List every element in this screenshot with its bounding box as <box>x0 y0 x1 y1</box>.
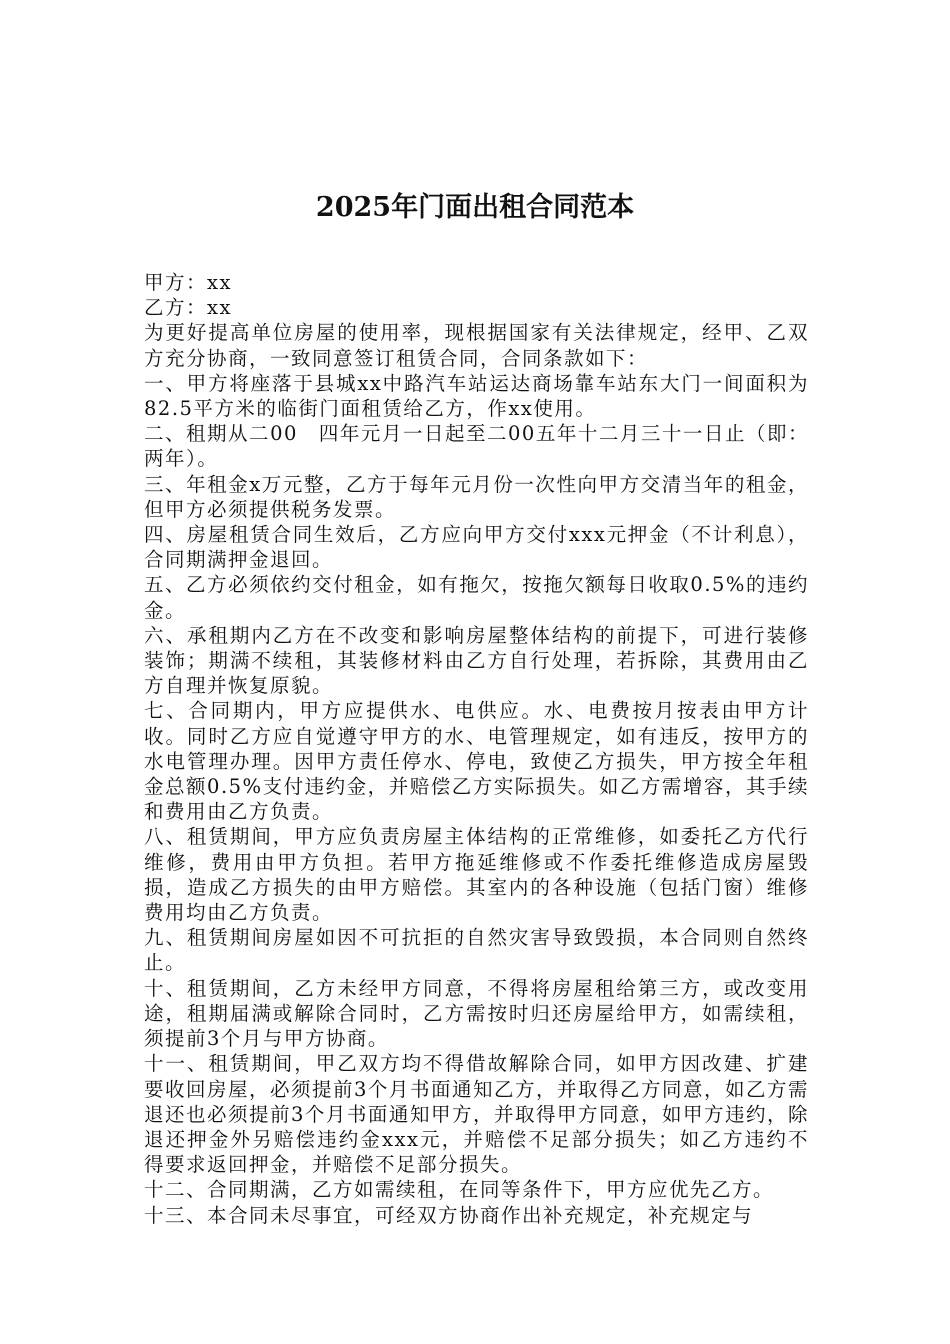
document-body <box>144 270 809 1228</box>
preamble-paragraph: 为更好提高单位房屋的使用率，现根据国家有关法律规定，经甲、乙双方充分协商，一致同意签订租赁合同，合同条款如下： <box>144 321 809 370</box>
clause-3: 三、年租金x万元整，乙方于每年元月份一次性向甲方交清当年的租金，但甲方必须提供税务发票。 <box>144 472 809 521</box>
clause-8: 八、租赁期间，甲方应负责房屋主体结构的正常维修，如委托乙方代行维修，费用由甲方负担。若甲方拖延维修或不作委托维修造成房屋毁损，造成乙方损失的由甲方赔偿。其室内的各种设施（包括门窗）维修费用均由乙方负责。 <box>144 825 809 925</box>
clause-1: 一、甲方将座落于县城xx中路汽车站运达商场靠车站东大门一间面积为82.5平方米的临街门面租赁给乙方，作xx使用。 <box>144 371 809 421</box>
clause-7: 七、合同期内，甲方应提供水、电供应。水、电费按月按表由甲方计收。同时乙方应自觉遵守甲方的水、电管理规定，如有违反，按甲方的水电管理办理。因甲方责任停水、停电，致使乙方损失，甲方按全年租金总额0.5%支付违约金，并赔偿乙方实际损失。如乙方需增容，其手续和费用由乙方负责。 <box>144 699 809 824</box>
clause-10: 十、租赁期间，乙方未经甲方同意，不得将房屋租给第三方，或改变用途，租期届满或解除合同时，乙方需按时归还房屋给甲方，如需续租，须提前3个月与甲方协商。 <box>144 976 809 1051</box>
document-title: 2025年门面出租合同范本 <box>315 192 635 223</box>
party-b-line: 乙方：xx <box>144 296 232 320</box>
clause-13: 十三、本合同未尽事宜，可经双方协商作出补充规定，补充规定与 <box>144 1203 754 1227</box>
clause-12: 十二、合同期满，乙方如需续租，在同等条件下，甲方应优先乙方。 <box>144 1178 775 1202</box>
clause-9: 九、租赁期间房屋如因不可抗拒的自然灾害导致毁损，本合同则自然终止。 <box>144 926 809 975</box>
clause-4: 四、房屋租赁合同生效后，乙方应向甲方交付xxx元押金（不计利息），合同期满押金退回。 <box>144 523 809 572</box>
party-a-line: 甲方：xx <box>144 271 232 294</box>
clause-2: 二、租期从二00 四年元月一日起至二00五年十二月三十一日止（即：两年）。 <box>144 422 809 471</box>
clause-11: 十一、租赁期间，甲乙双方均不得借故解除合同，如甲方因改建、扩建要收回房屋，必须提前3个月书面通知乙方，并取得乙方同意，如乙方需退还也必须提前3个月书面通知甲方，并取得甲方同意，如甲方违约，除退还押金外另赔偿违约金xxx元，并赔偿不足部分损失；如乙方违约不得要求返回押金，并赔偿不足部分损失。 <box>144 1052 809 1177</box>
clause-6: 六、承租期内乙方在不改变和影响房屋整体结构的前提下，可进行装修装饰；期满不续租，其装修材料由乙方自行处理，若拆除，其费用由乙方自理并恢复原貌。 <box>144 623 809 698</box>
clause-5: 五、乙方必须依约交付租金，如有拖欠，按拖欠额每日收取0.5%的违约金。 <box>144 573 809 622</box>
